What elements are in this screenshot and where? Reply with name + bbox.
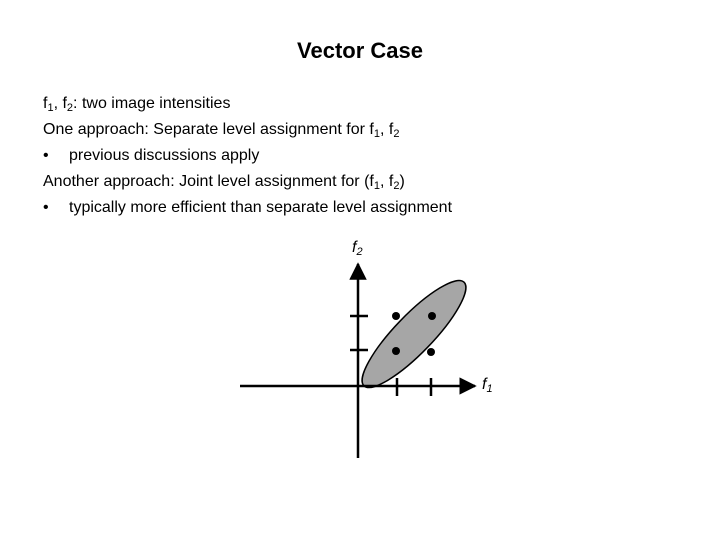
quantization-point bbox=[428, 312, 436, 320]
y-axis-label: $f_2$ bbox=[352, 239, 363, 258]
text-comma-f: , f bbox=[379, 121, 394, 138]
text-pre: One approach: Separate level assignment for f bbox=[43, 121, 374, 138]
joint-region-ellipse bbox=[350, 269, 477, 399]
text-rest: : two image intensities bbox=[73, 95, 231, 112]
text-close-paren: ) bbox=[399, 173, 405, 190]
subscript-2: 2 bbox=[66, 102, 74, 114]
text-comma-f: , f bbox=[379, 173, 394, 190]
quantization-point bbox=[427, 348, 435, 356]
quantization-point bbox=[392, 312, 400, 320]
text-f: f bbox=[43, 95, 48, 112]
bullet: • bbox=[43, 147, 49, 164]
subscript-1: 1 bbox=[47, 102, 54, 114]
subscript-1: 1 bbox=[373, 180, 380, 192]
slide-title: Vector Case bbox=[297, 38, 423, 63]
text-pre: Another approach: Joint level assignment for (f bbox=[43, 173, 374, 190]
bullet-text: previous discussions apply bbox=[69, 147, 260, 164]
quantization-point bbox=[392, 347, 400, 355]
bullet-text: typically more efficient than separate level assignment bbox=[69, 199, 453, 216]
bullet: • bbox=[43, 199, 49, 216]
text-comma-f: , f bbox=[53, 95, 67, 112]
subscript-2: 2 bbox=[393, 128, 400, 140]
subscript-2: 2 bbox=[393, 180, 400, 192]
x-axis-label: $f_1$ bbox=[482, 376, 493, 395]
subscript-1: 1 bbox=[373, 128, 380, 140]
